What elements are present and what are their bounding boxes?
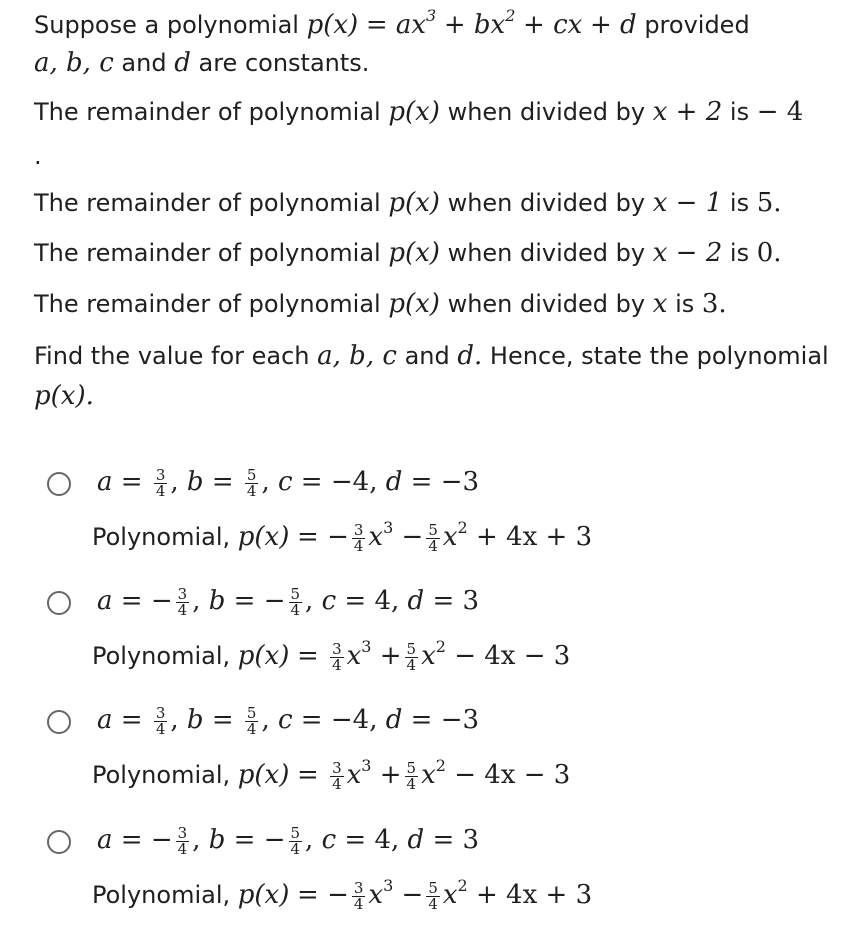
numerator: 5	[428, 520, 438, 539]
math: d.	[457, 341, 483, 371]
text: The remainder of polynomial	[34, 189, 381, 217]
sign: −	[327, 522, 349, 552]
denominator: 4	[353, 894, 364, 913]
polynomial-label: Polynomial,	[92, 761, 231, 789]
fraction	[176, 823, 190, 858]
var-a: a	[97, 586, 113, 616]
var-a: a	[97, 705, 113, 735]
numerator: 3	[155, 465, 166, 484]
denominator: 4	[177, 839, 188, 858]
math-divisor: x + 2	[652, 97, 723, 127]
polynomial-tail: + 4x + 3	[476, 522, 593, 552]
text: is	[729, 98, 750, 126]
text: is	[729, 239, 750, 267]
math-px: p(x)	[388, 289, 440, 319]
var-b: b	[186, 467, 204, 497]
polynomial-label: Polynomial,	[92, 523, 231, 551]
text: Find the value for each	[34, 342, 310, 370]
math-px: p(x)	[237, 760, 290, 790]
fraction	[330, 639, 344, 674]
option-radio-3[interactable]	[47, 710, 71, 734]
sign: −	[263, 586, 286, 616]
math-px: p(x)	[306, 10, 359, 40]
math: a, b, c	[34, 48, 114, 78]
question-final	[34, 380, 94, 412]
value-d: −3	[440, 467, 480, 497]
fraction	[154, 465, 168, 500]
option-values-1[interactable]: a = $\frac{3}{4}$ , b = $\frac{5}{4}$ , c = −4, d = −3	[97, 465, 480, 500]
text: and	[121, 49, 167, 77]
sign: −	[263, 825, 286, 855]
math: d	[174, 48, 191, 78]
var-a: a	[97, 467, 113, 497]
text: Hence, state the polynomial	[489, 342, 829, 370]
value-d: −3	[440, 705, 480, 735]
value-d: 3	[462, 825, 480, 855]
fraction	[176, 584, 190, 619]
var-b: b	[208, 825, 226, 855]
denominator: 4	[155, 719, 166, 738]
math-bx2: + $bx^2$	[443, 6, 516, 40]
option-values-4[interactable]: a = − $\frac{3}{4}$ , b = − $\frac{5}{4}$ , c = 4, d = 3	[97, 823, 480, 858]
text: provided	[644, 11, 750, 39]
fraction	[330, 758, 344, 793]
polynomial-tail: − 4x − 3	[454, 641, 571, 671]
option-polynomial-2: Polynomial, p(x) = $\frac{3}{4}$ $x^3$ + $\frac{5}{4}$ $x^2 - 4x - 3$	[92, 637, 571, 674]
math-px: p(x)	[388, 188, 440, 218]
var-d: d	[385, 705, 403, 735]
text: and	[404, 342, 450, 370]
sign: −	[150, 586, 173, 616]
var-c: c	[277, 467, 293, 497]
polynomial-tail: − 4x − 3	[454, 760, 571, 790]
text: The remainder of polynomial	[34, 239, 381, 267]
value-c: 4	[374, 586, 392, 616]
remainder-line-r1	[34, 96, 803, 128]
polynomial-label: Polynomial,	[92, 642, 231, 670]
numerator: 5	[290, 823, 301, 842]
operator: +	[379, 760, 402, 790]
numerator: 3	[177, 584, 188, 603]
remainder-line-r3	[34, 237, 782, 269]
fraction	[352, 878, 366, 913]
denominator: 4	[428, 894, 438, 913]
denominator: 4	[406, 655, 417, 674]
fraction	[405, 639, 419, 674]
operator: +	[379, 641, 402, 671]
var-c: c	[321, 586, 337, 616]
denominator: 4	[246, 481, 257, 500]
math-remainder: 0.	[756, 238, 782, 268]
math: + bx	[443, 10, 506, 40]
var-b: b	[208, 586, 226, 616]
remainder-line-r4	[34, 288, 727, 320]
math: p(x).	[34, 381, 94, 411]
fraction	[426, 878, 440, 913]
numerator: 3	[353, 520, 364, 539]
value-d: 3	[462, 586, 480, 616]
math-px: p(x)	[237, 522, 290, 552]
value-c: 4	[374, 825, 392, 855]
denominator: 4	[290, 839, 301, 858]
numerator: 5	[290, 584, 301, 603]
text: Suppose a polynomial	[34, 11, 299, 39]
question-find	[34, 340, 829, 372]
text: are constants.	[198, 49, 370, 77]
fraction	[352, 520, 366, 555]
text: when divided by	[447, 290, 646, 318]
operator: −	[401, 880, 424, 910]
denominator: 4	[155, 481, 166, 500]
math-cx: + cx	[523, 10, 583, 40]
fraction	[405, 758, 419, 793]
question-line-1	[34, 6, 750, 41]
numerator: 5	[406, 639, 417, 658]
operator: −	[401, 522, 424, 552]
numerator: 5	[246, 703, 257, 722]
denominator: 4	[177, 600, 188, 619]
var-d: d	[407, 825, 425, 855]
fraction	[289, 584, 303, 619]
text: when divided by	[447, 239, 646, 267]
denominator: 4	[428, 536, 438, 555]
numerator: 5	[246, 465, 257, 484]
math-px: p(x)	[237, 880, 290, 910]
fraction	[245, 703, 259, 738]
sign: −	[327, 880, 349, 910]
polynomial-label: Polynomial,	[92, 881, 231, 909]
math-px: p(x)	[388, 238, 440, 268]
polynomial-tail: + 4x + 3	[476, 880, 593, 910]
var-c: c	[277, 705, 293, 735]
remainder-line-r2	[34, 187, 782, 219]
denominator: 4	[332, 655, 342, 674]
math-px: p(x)	[237, 641, 290, 671]
fraction	[245, 465, 259, 500]
numerator: 3	[332, 758, 342, 777]
denominator: 4	[332, 774, 342, 793]
var-b: b	[186, 705, 204, 735]
var-d: d	[407, 586, 425, 616]
text: The remainder of polynomial	[34, 98, 381, 126]
math-divisor: x − 1	[652, 188, 723, 218]
option-radio-2[interactable]	[47, 591, 71, 615]
fraction	[289, 823, 303, 858]
sign: −	[150, 825, 173, 855]
math-remainder: 3.	[701, 289, 727, 319]
math: a, b, c	[317, 341, 397, 371]
option-values-2[interactable]: a = − $\frac{3}{4}$ , b = − $\frac{5}{4}$ , c = 4, d = 3	[97, 584, 480, 619]
stray-period	[34, 140, 42, 172]
numerator: 3	[332, 639, 342, 658]
text: when divided by	[447, 189, 646, 217]
text: is	[675, 290, 695, 318]
denominator: 4	[246, 719, 257, 738]
math-divisor: x	[652, 289, 668, 319]
math-remainder: − 4	[756, 97, 804, 127]
denominator: 4	[353, 536, 364, 555]
numerator: 3	[155, 703, 166, 722]
numerator: 3	[353, 878, 364, 897]
numerator: 5	[406, 758, 417, 777]
value-c: −4	[330, 467, 370, 497]
value-c: −4	[330, 705, 370, 735]
math-divisor: x − 2	[652, 238, 723, 268]
fraction	[426, 520, 440, 555]
numerator: 5	[428, 878, 438, 897]
option-values-3[interactable]: a = $\frac{3}{4}$ , b = $\frac{5}{4}$ , c = −4, d = −3	[97, 703, 480, 738]
option-polynomial-1: Polynomial, p(x) = − $\frac{3}{4}$ $x^3$ − $\frac{5}{4}$ $x^2 + 4x + 3$	[92, 518, 593, 555]
option-radio-4[interactable]	[47, 830, 71, 854]
denominator: 4	[406, 774, 417, 793]
numerator: 3	[177, 823, 188, 842]
var-c: c	[321, 825, 337, 855]
option-polynomial-4: Polynomial, p(x) = − $\frac{3}{4}$ $x^3$ − $\frac{5}{4}$ $x^2 + 4x + 3$	[92, 876, 593, 913]
var-a: a	[97, 825, 113, 855]
text: The remainder of polynomial	[34, 290, 381, 318]
math-ax3: = $ax^3$	[365, 6, 437, 40]
option-radio-1[interactable]	[47, 472, 71, 496]
math: = ax	[365, 10, 427, 40]
denominator: 4	[290, 600, 301, 619]
math-d: + d	[589, 10, 637, 40]
text: is	[729, 189, 750, 217]
fraction	[154, 703, 168, 738]
var-d: d	[385, 467, 403, 497]
math-px: p(x)	[388, 97, 440, 127]
math-remainder: 5.	[756, 188, 782, 218]
text: .	[34, 142, 42, 170]
text: when divided by	[447, 98, 646, 126]
question-line-2	[34, 47, 369, 79]
option-polynomial-3: Polynomial, p(x) = $\frac{3}{4}$ $x^3$ + $\frac{5}{4}$ $x^2 - 4x - 3$	[92, 756, 571, 793]
